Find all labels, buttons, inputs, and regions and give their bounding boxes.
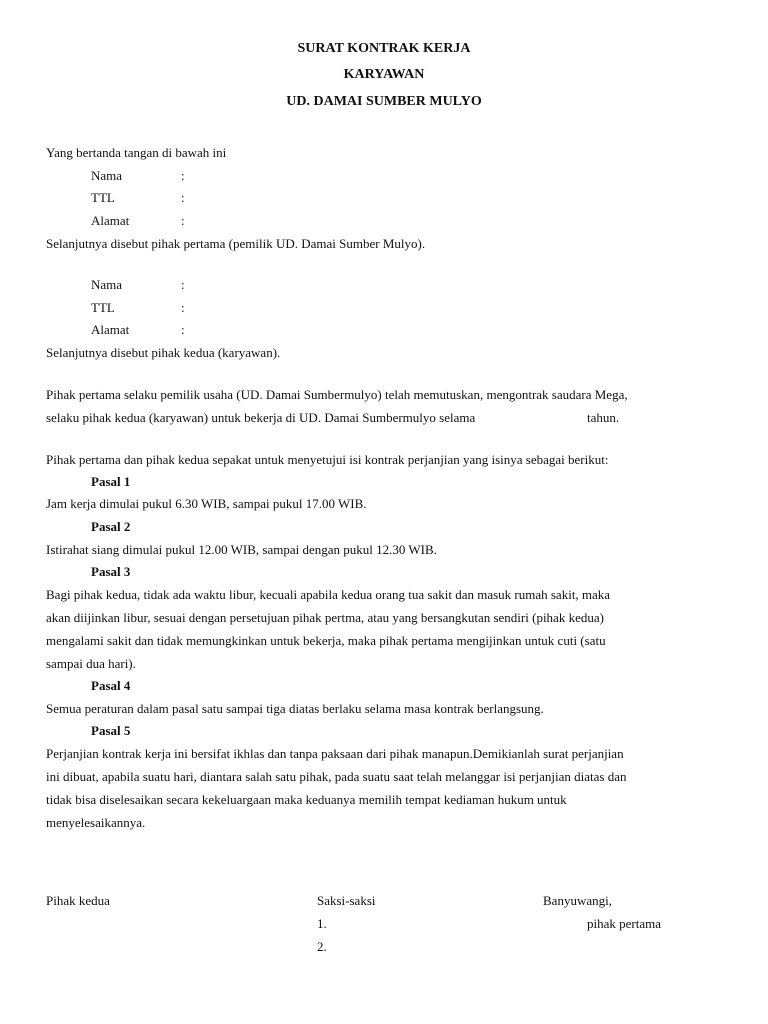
article-5-line-4: menyelesaikannya. (46, 815, 146, 830)
first-party-ttl-label: TTL (91, 190, 115, 205)
first-party-address-sep: : (181, 213, 185, 228)
article-2-line-1: Istirahat siang dimulai pukul 12.00 WIB, sampai dengan pukul 12.30 WIB. (46, 542, 437, 557)
signature-witness-1: 1. (317, 916, 327, 931)
second-party-name-label: Nama (91, 277, 123, 292)
first-party-ttl-sep: : (181, 190, 185, 205)
article-3-line-2: akan diijinkan libur, sesuai dengan persetujuan pihak pertma, atau yang bersangkutan sendiri (pihak kedua) (46, 610, 604, 625)
article-5-heading: Pasal 5 (91, 723, 131, 738)
agreement-intro: Pihak pertama dan pihak kedua sepakat untuk menyetujui isi kontrak perjanjian yang isinya sebagai berikut: (46, 452, 609, 467)
signature-first-party: pihak pertama (587, 916, 661, 931)
signature-second-party: Pihak kedua (46, 893, 110, 908)
article-1-heading: Pasal 1 (91, 474, 131, 489)
first-party-name-label: Nama (91, 168, 123, 183)
first-party-address-label: Alamat (91, 213, 130, 228)
article-3-line-1: Bagi pihak kedua, tidak ada waktu libur, kecuali apabila kedua orang tua sakit dan masuk rumah sakit, maka (46, 587, 611, 602)
second-party-ttl-sep: : (181, 300, 185, 315)
second-party-note: Selanjutnya disebut pihak kedua (karyawan). (46, 345, 281, 360)
document-title-line-3: UD. DAMAI SUMBER MULYO (286, 94, 482, 109)
decision-line-1: Pihak pertama selaku pemilik usaha (UD. Damai Sumbermulyo) telah memutuskan, mengontrak saudara Mega, (46, 387, 628, 402)
article-5-line-1: Perjanjian kontrak kerja ini bersifat ikhlas dan tanpa paksaan dari pihak manapun.Demikianlah surat perjanjian (46, 746, 624, 761)
article-2-heading: Pasal 2 (91, 519, 131, 534)
article-3-heading: Pasal 3 (91, 564, 131, 579)
article-3-line-3: mengalami sakit dan tidak memungkinkan untuk bekerja, maka pihak pertama mengijinkan untuk cuti (satu (46, 633, 606, 648)
intro-text: Yang bertanda tangan di bawah ini (46, 145, 227, 160)
document-title-line-2: KARYAWAN (343, 67, 425, 82)
second-party-address-sep: : (181, 322, 185, 337)
second-party-name-sep: : (181, 277, 185, 292)
article-3-line-4: sampai dua hari). (46, 656, 136, 671)
signature-witnesses-label: Saksi-saksi (317, 893, 376, 908)
second-party-address-label: Alamat (91, 322, 130, 337)
decision-line-2: selaku pihak kedua (karyawan) untuk bekerja di UD. Damai Sumbermulyo selama (46, 410, 476, 425)
first-party-name-sep: : (181, 168, 185, 183)
article-1-line-1: Jam kerja dimulai pukul 6.30 WIB, sampai pukul 17.00 WIB. (46, 496, 367, 511)
first-party-note: Selanjutnya disebut pihak pertama (pemilik UD. Damai Sumber Mulyo). (46, 236, 426, 251)
article-4-line-1: Semua peraturan dalam pasal satu sampai tiga diatas berlaku selama masa kontrak berlangsung. (46, 701, 544, 716)
second-party-ttl-label: TTL (91, 300, 115, 315)
article-4-heading: Pasal 4 (91, 678, 131, 693)
article-5-line-3: tidak bisa diselesaikan secara kekeluargaan maka keduanya memilih tempat kediaman hukum untuk (46, 792, 567, 807)
signature-witness-2: 2. (317, 939, 327, 954)
document-title-line-1: SURAT KONTRAK KERJA (297, 41, 471, 56)
decision-line-2-end: tahun. (587, 410, 620, 425)
signature-place: Banyuwangi, (543, 893, 612, 908)
article-5-line-2: ini dibuat, apabila suatu hari, diantara salah satu pihak, pada suatu saat telah melanggar isi perjanjian diatas dan (46, 769, 627, 784)
